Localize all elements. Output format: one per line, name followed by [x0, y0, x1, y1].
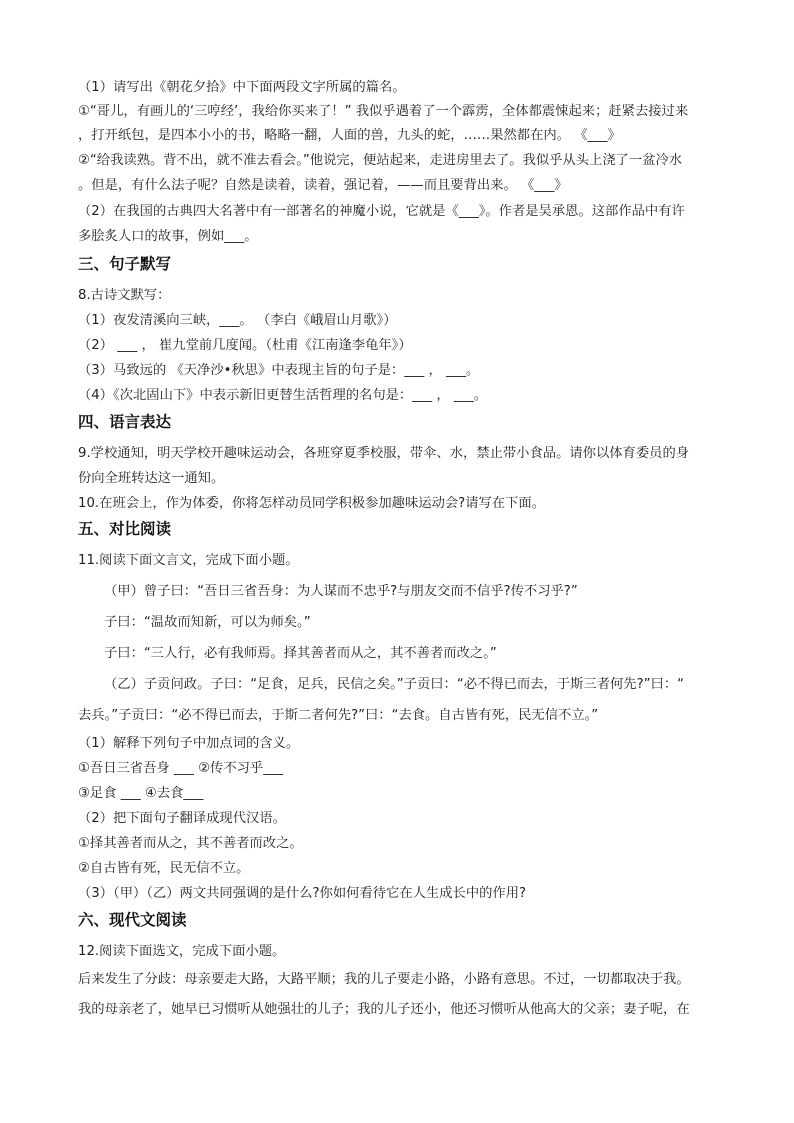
question-11-part-1-items-1: ①吾日三省吾身 ___ ②传不习乎___ [78, 761, 284, 776]
question-7-part-2-line-1: （2）在我国的古典四大名著中有一部著名的神魔小说，它就是《___》。作者是吴承恩。这部作品中有许 [78, 204, 685, 219]
text-yi-line-2: 去兵。”子贡曰：“必不得已而去，于斯二者何先?”曰：“去食。自古皆有死，民无信不立。” [78, 708, 599, 723]
question-11-part-1: （1）解释下列句子中加点词的含义。 [78, 736, 300, 751]
text-yi-line-1: （乙）子贡问政。子曰：“足食，足兵，民信之矣。”子贡曰：“必不得已而去，于斯三者何先?”曰：“ [104, 677, 685, 692]
question-8-item-4: （4）《次北固山下》中表示新旧更替生活哲理的名句是：___ ， ___。 [78, 388, 488, 403]
question-8-item-1: （1）夜发清溪向三峡，___。 （李白《峨眉山月歌》） [78, 313, 397, 328]
section-heading-modern-reading: 六、现代文阅读 [78, 911, 187, 929]
section-heading-comparative-reading: 五、对比阅读 [78, 520, 172, 538]
question-10: 10.在班会上，作为体委，你将怎样动员同学积极参加趣味运动会?请写在下面。 [78, 496, 545, 511]
question-12-title: 12.阅读下面选文，完成下面小题。 [78, 944, 286, 959]
text-jia-line-2: 子曰：“温故而知新，可以为师矣。” [104, 615, 311, 630]
question-7-part-1-prompt: （1）请写出《朝花夕拾》中下面两段文字所属的篇名。 [78, 80, 406, 95]
question-9-line-2: 份向全班转达这一通知。 [78, 471, 225, 486]
section-heading-language-expression: 四、语言表达 [78, 413, 172, 431]
text-jia-line-1: （甲）曾子曰：“吾日三省吾身：为人谋而不忠乎?与朋友交而不信乎?传不习乎?” [104, 584, 578, 599]
passage-line-2: 我的母亲老了，她早已习惯听从她强壮的儿子；我的儿子还小，他还习惯听从他高大的父亲；妻子呢，在 [78, 1002, 690, 1017]
question-11-part-2-item-2: ②自古皆有死，民无信不立。 [78, 861, 250, 876]
question-7-part-2-line-2: 多脍炙人口的故事，例如___。 [78, 229, 258, 244]
question-8-title: 8.古诗文默写： [78, 288, 171, 303]
question-9-line-1: 9.学校通知，明天学校开趣味运动会，各班穿夏季校服，带伞、水，禁止带小食品。请你以体育委员的身 [78, 446, 690, 461]
passage-2-line-2: 。但是，有什么法子呢？自然是读着，读着，强记着，——而且要背出来。 《___》 [78, 178, 568, 193]
question-11-part-3: （3）（甲）（乙）两文共同强调的是什么?你如何看待它在人生成长中的作用? [78, 886, 527, 901]
question-11-part-1-items-2: ③足食 ___ ④去食___ [78, 786, 204, 801]
text-jia-line-3: 子曰：“三人行，必有我师焉。择其善者而从之，其不善者而改之。” [104, 646, 497, 661]
question-11-part-2-item-1: ①择其善者而从之，其不善者而改之。 [78, 836, 303, 851]
question-8-item-2: （2） ___ ， 崔九堂前几度闻。（杜甫《江南逢李龟年》） [78, 338, 412, 353]
passage-1-line-2: ，打开纸包，是四本小小的书，略略一翻，人面的兽，九头的蛇，……果然都在内。 《___》 [78, 128, 621, 143]
question-11-title: 11.阅读下面文言文，完成下面小题。 [78, 553, 299, 568]
passage-1-line-1: ①“哥儿，有画儿的‘三哼经’，我给你买来了！” 我似乎遇着了一个霹雳，全体都震悚起来；赶紧去接过来 [78, 104, 689, 119]
question-11-part-2: （2）把下面句子翻译成现代汉语。 [78, 811, 286, 826]
section-heading-sentence-dictation: 三、句子默写 [78, 255, 172, 273]
passage-line-1: 后来发生了分歧：母亲要走大路，大路平顺；我的儿子要走小路，小路有意思。不过，一切都取决于我。 [78, 972, 690, 987]
question-8-item-3: （3）马致远的 《天净沙•秋思》中表现主旨的句子是：___ ， ___。 [78, 363, 480, 378]
passage-2-line-1: ②“给我读熟。背不出，就不准去看会。”他说完，便站起来，走进房里去了。我似乎从头上浇了一盆冷水 [78, 153, 683, 168]
